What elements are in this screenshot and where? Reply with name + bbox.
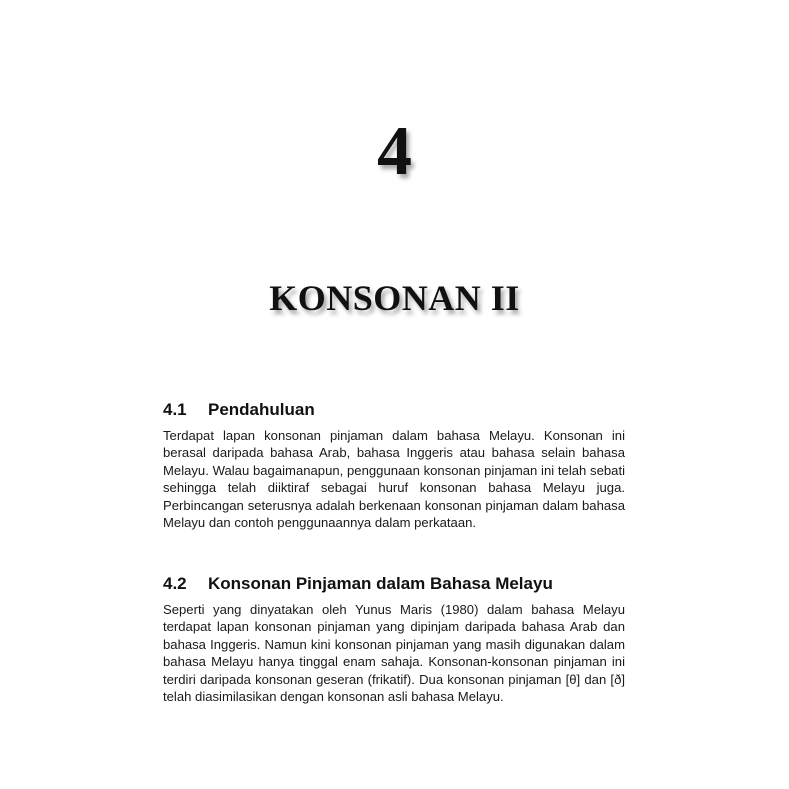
section-paragraph: Terdapat lapan konsonan pinjaman dalam bahasa Melayu. Konsonan ini berasal daripada bahasa Arab, bahasa Inggeris atau bahasa selain bahasa Melayu. Walau bagaimanapun, penggunaan konsonan pinjaman ini telah sebati sehingga telah diiktiraf sebagai huruf konsonan bahasa Melayu juga. Perbincangan seterusnya adalah berkenaan konsonan pinjaman dalam bahasa Melayu dan contoh penggunaannya dalam perkataan. (163, 428, 625, 531)
section-number: 4.1 (163, 400, 187, 419)
section-heading (163, 399, 625, 421)
section-borrowed-consonants (163, 573, 625, 705)
section-title: Pendahuluan (208, 400, 315, 419)
section-number: 4.2 (163, 574, 187, 593)
section-introduction (163, 399, 625, 531)
section-paragraph: Seperti yang dinyatakan oleh Yunus Maris (1980) dalam bahasa Melayu terdapat lapan konsonan pinjaman yang dipinjam daripada bahasa Arab dan bahasa Inggeris. Namun kini konsonan pinjaman yang masih digunakan dalam bahasa Melayu hanya tinggal enam sahaja. Konsonan-konsonan pinjaman ini terdiri daripada konsonan geseran (frikatif). Dua konsonan pinjaman [θ] dan [ð] telah diasimilasikan dengan konsonan asli bahasa Melayu. (163, 602, 625, 705)
section-heading (163, 573, 625, 595)
section-title: Konsonan Pinjaman dalam Bahasa Melayu (208, 574, 553, 593)
chapter-title: KONSONAN II (269, 278, 520, 318)
chapter-number: 4 (377, 113, 412, 190)
